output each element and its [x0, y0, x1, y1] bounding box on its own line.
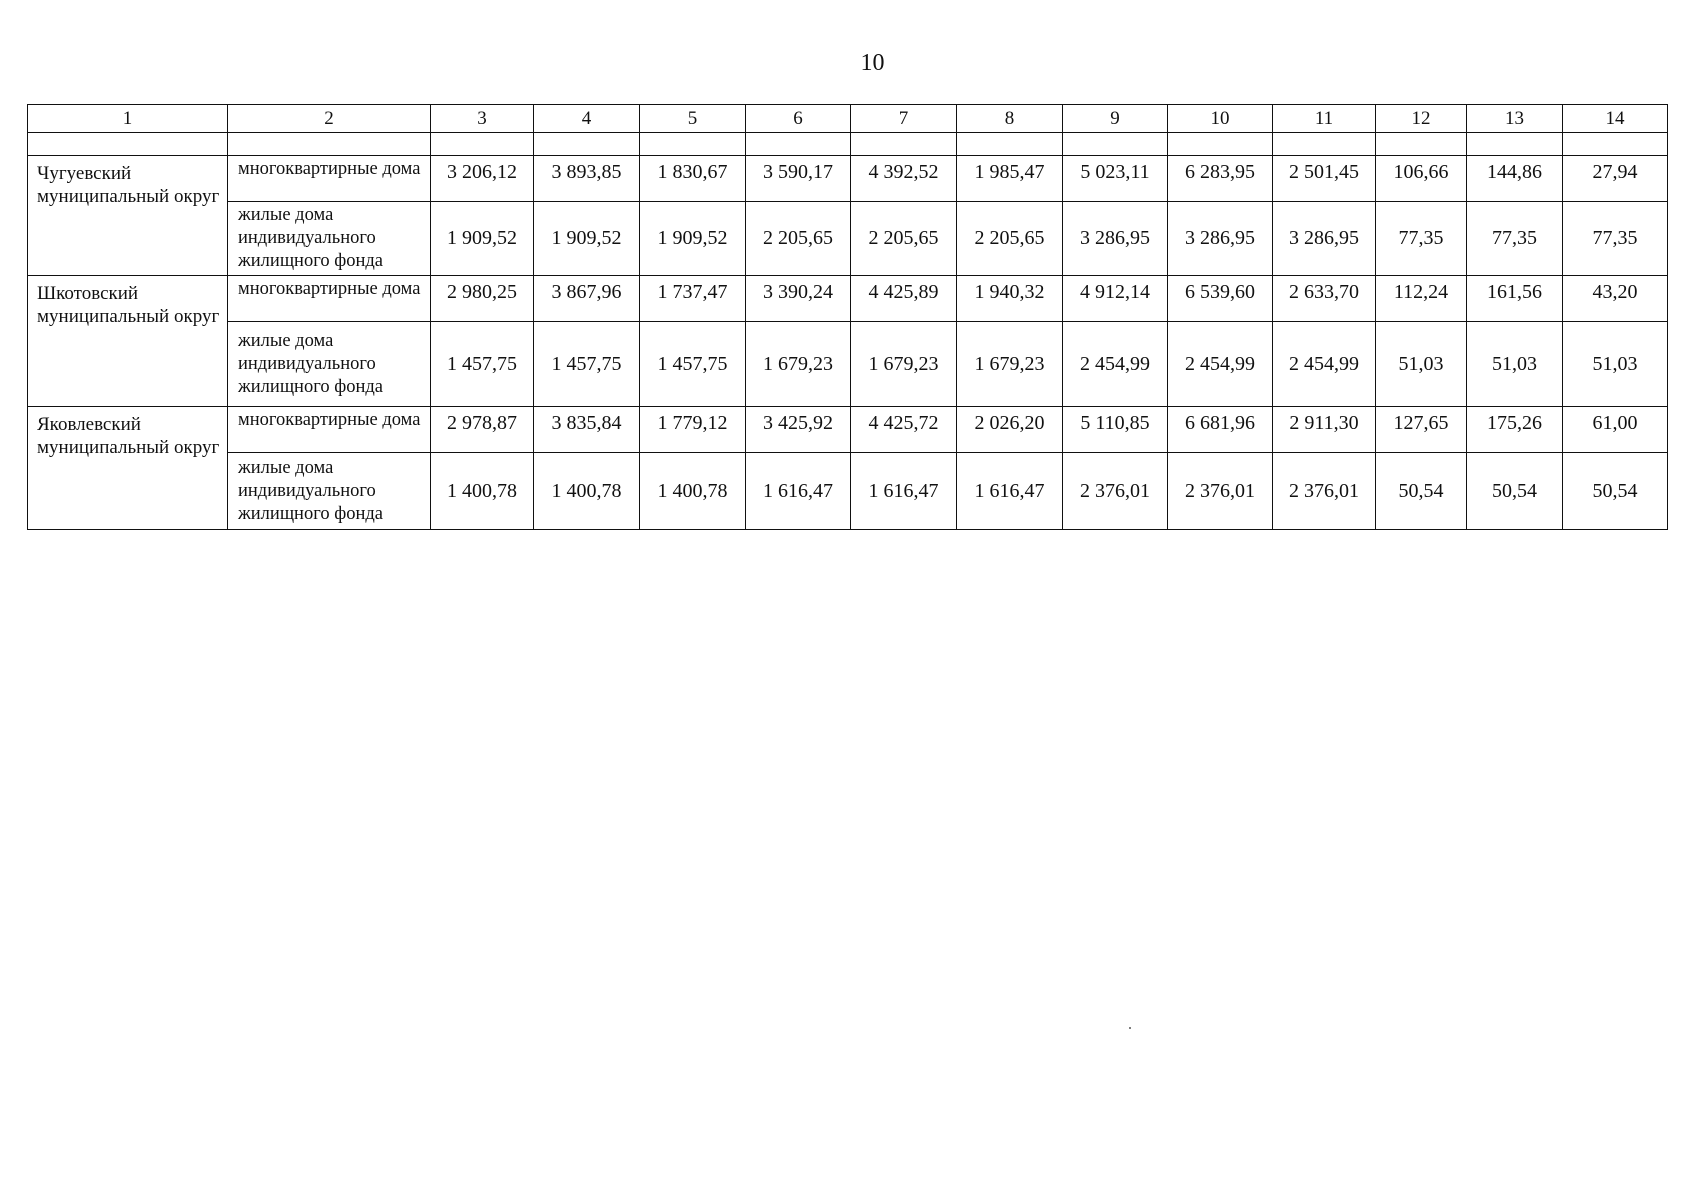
value-cell: 2 911,30 — [1273, 407, 1376, 453]
value-cell: 1 400,78 — [640, 453, 746, 530]
value-cell: 1 679,23 — [851, 322, 957, 407]
column-number-row — [28, 105, 1668, 133]
value-cell: 2 501,45 — [1273, 156, 1376, 202]
value-cell: 51,03 — [1467, 322, 1563, 407]
value-cell: 2 454,99 — [1168, 322, 1273, 407]
value-cell: 2 633,70 — [1273, 276, 1376, 322]
value-cell: 3 425,92 — [746, 407, 851, 453]
column-number-cell: 14 — [1563, 105, 1668, 133]
blank-cell — [640, 133, 746, 156]
value-cell: 77,35 — [1376, 202, 1467, 276]
value-cell: 161,56 — [1467, 276, 1563, 322]
value-cell: 2 454,99 — [1063, 322, 1168, 407]
column-number-cell: 13 — [1467, 105, 1563, 133]
value-cell: 144,86 — [1467, 156, 1563, 202]
value-cell: 3 286,95 — [1063, 202, 1168, 276]
value-cell: 175,26 — [1467, 407, 1563, 453]
column-number-cell: 4 — [534, 105, 640, 133]
housing-type-cell: многоквартирные дома — [228, 156, 431, 202]
blank-cell — [1467, 133, 1563, 156]
value-cell: 4 425,89 — [851, 276, 957, 322]
blank-cell — [28, 133, 228, 156]
blank-cell — [534, 133, 640, 156]
value-cell: 2 205,65 — [957, 202, 1063, 276]
value-cell: 77,35 — [1467, 202, 1563, 276]
blank-row — [28, 133, 1668, 156]
value-cell: 61,00 — [1563, 407, 1668, 453]
blank-cell — [1273, 133, 1376, 156]
table-row — [28, 453, 1668, 530]
column-number-cell: 9 — [1063, 105, 1168, 133]
housing-type-cell: жилые дома индивидуального жилищного фонда — [228, 453, 431, 530]
value-cell: 1 457,75 — [640, 322, 746, 407]
housing-type-cell: жилые дома индивидуального жилищного фонда — [228, 202, 431, 276]
table-row — [28, 407, 1668, 453]
tariff-table — [27, 104, 1668, 530]
value-cell: 3 590,17 — [746, 156, 851, 202]
column-number-cell: 3 — [431, 105, 534, 133]
column-number-cell: 8 — [957, 105, 1063, 133]
housing-type-cell: жилые дома индивидуального жилищного фонда — [228, 322, 431, 407]
value-cell: 1 737,47 — [640, 276, 746, 322]
value-cell: 1 400,78 — [534, 453, 640, 530]
value-cell: 2 454,99 — [1273, 322, 1376, 407]
value-cell: 43,20 — [1563, 276, 1668, 322]
value-cell: 3 286,95 — [1273, 202, 1376, 276]
value-cell: 1 616,47 — [957, 453, 1063, 530]
column-number-cell: 11 — [1273, 105, 1376, 133]
value-cell: 1 909,52 — [534, 202, 640, 276]
value-cell: 3 835,84 — [534, 407, 640, 453]
value-cell: 127,65 — [1376, 407, 1467, 453]
value-cell: 1 457,75 — [534, 322, 640, 407]
value-cell: 2 376,01 — [1168, 453, 1273, 530]
value-cell: 4 912,14 — [1063, 276, 1168, 322]
value-cell: 106,66 — [1376, 156, 1467, 202]
value-cell: 1 940,32 — [957, 276, 1063, 322]
value-cell: 4 392,52 — [851, 156, 957, 202]
blank-cell — [1063, 133, 1168, 156]
value-cell: 1 616,47 — [851, 453, 957, 530]
value-cell: 1 779,12 — [640, 407, 746, 453]
municipality-cell: Яковлевский муниципальный округ — [28, 407, 228, 530]
value-cell: 1 679,23 — [746, 322, 851, 407]
blank-cell — [957, 133, 1063, 156]
value-cell: 5 110,85 — [1063, 407, 1168, 453]
blank-cell — [228, 133, 431, 156]
value-cell: 1 679,23 — [957, 322, 1063, 407]
table-row — [28, 276, 1668, 322]
value-cell: 3 286,95 — [1168, 202, 1273, 276]
column-number-cell: 10 — [1168, 105, 1273, 133]
value-cell: 2 205,65 — [746, 202, 851, 276]
column-number-cell: 1 — [28, 105, 228, 133]
value-cell: 5 023,11 — [1063, 156, 1168, 202]
value-cell: 1 400,78 — [431, 453, 534, 530]
value-cell: 50,54 — [1376, 453, 1467, 530]
value-cell: 50,54 — [1467, 453, 1563, 530]
blank-cell — [746, 133, 851, 156]
value-cell: 2 205,65 — [851, 202, 957, 276]
value-cell: 6 539,60 — [1168, 276, 1273, 322]
municipality-cell: Чугуевский муниципальный округ — [28, 156, 228, 276]
value-cell: 51,03 — [1376, 322, 1467, 407]
value-cell: 2 978,87 — [431, 407, 534, 453]
blank-cell — [851, 133, 957, 156]
scan-speck — [1129, 1027, 1131, 1029]
housing-type-cell: многоквартирные дома — [228, 407, 431, 453]
value-cell: 2 980,25 — [431, 276, 534, 322]
value-cell: 1 909,52 — [640, 202, 746, 276]
value-cell: 4 425,72 — [851, 407, 957, 453]
value-cell: 1 830,67 — [640, 156, 746, 202]
value-cell: 51,03 — [1563, 322, 1668, 407]
value-cell: 2 376,01 — [1273, 453, 1376, 530]
table-row — [28, 156, 1668, 202]
column-number-cell: 2 — [228, 105, 431, 133]
value-cell: 50,54 — [1563, 453, 1668, 530]
municipality-cell: Шкотовский муниципальный округ — [28, 276, 228, 407]
value-cell: 1 909,52 — [431, 202, 534, 276]
value-cell: 1 457,75 — [431, 322, 534, 407]
value-cell: 77,35 — [1563, 202, 1668, 276]
housing-type-cell: многоквартирные дома — [228, 276, 431, 322]
column-number-cell: 7 — [851, 105, 957, 133]
table-row — [28, 322, 1668, 407]
value-cell: 3 390,24 — [746, 276, 851, 322]
blank-cell — [1563, 133, 1668, 156]
value-cell: 112,24 — [1376, 276, 1467, 322]
value-cell: 1 985,47 — [957, 156, 1063, 202]
column-number-cell: 5 — [640, 105, 746, 133]
column-number-cell: 6 — [746, 105, 851, 133]
value-cell: 1 616,47 — [746, 453, 851, 530]
value-cell: 6 681,96 — [1168, 407, 1273, 453]
value-cell: 3 867,96 — [534, 276, 640, 322]
value-cell: 2 376,01 — [1063, 453, 1168, 530]
page-number: 10 — [860, 50, 885, 76]
blank-cell — [431, 133, 534, 156]
value-cell: 2 026,20 — [957, 407, 1063, 453]
value-cell: 3 893,85 — [534, 156, 640, 202]
value-cell: 27,94 — [1563, 156, 1668, 202]
blank-cell — [1168, 133, 1273, 156]
value-cell: 3 206,12 — [431, 156, 534, 202]
blank-cell — [1376, 133, 1467, 156]
column-number-cell: 12 — [1376, 105, 1467, 133]
table-row — [28, 202, 1668, 276]
value-cell: 6 283,95 — [1168, 156, 1273, 202]
